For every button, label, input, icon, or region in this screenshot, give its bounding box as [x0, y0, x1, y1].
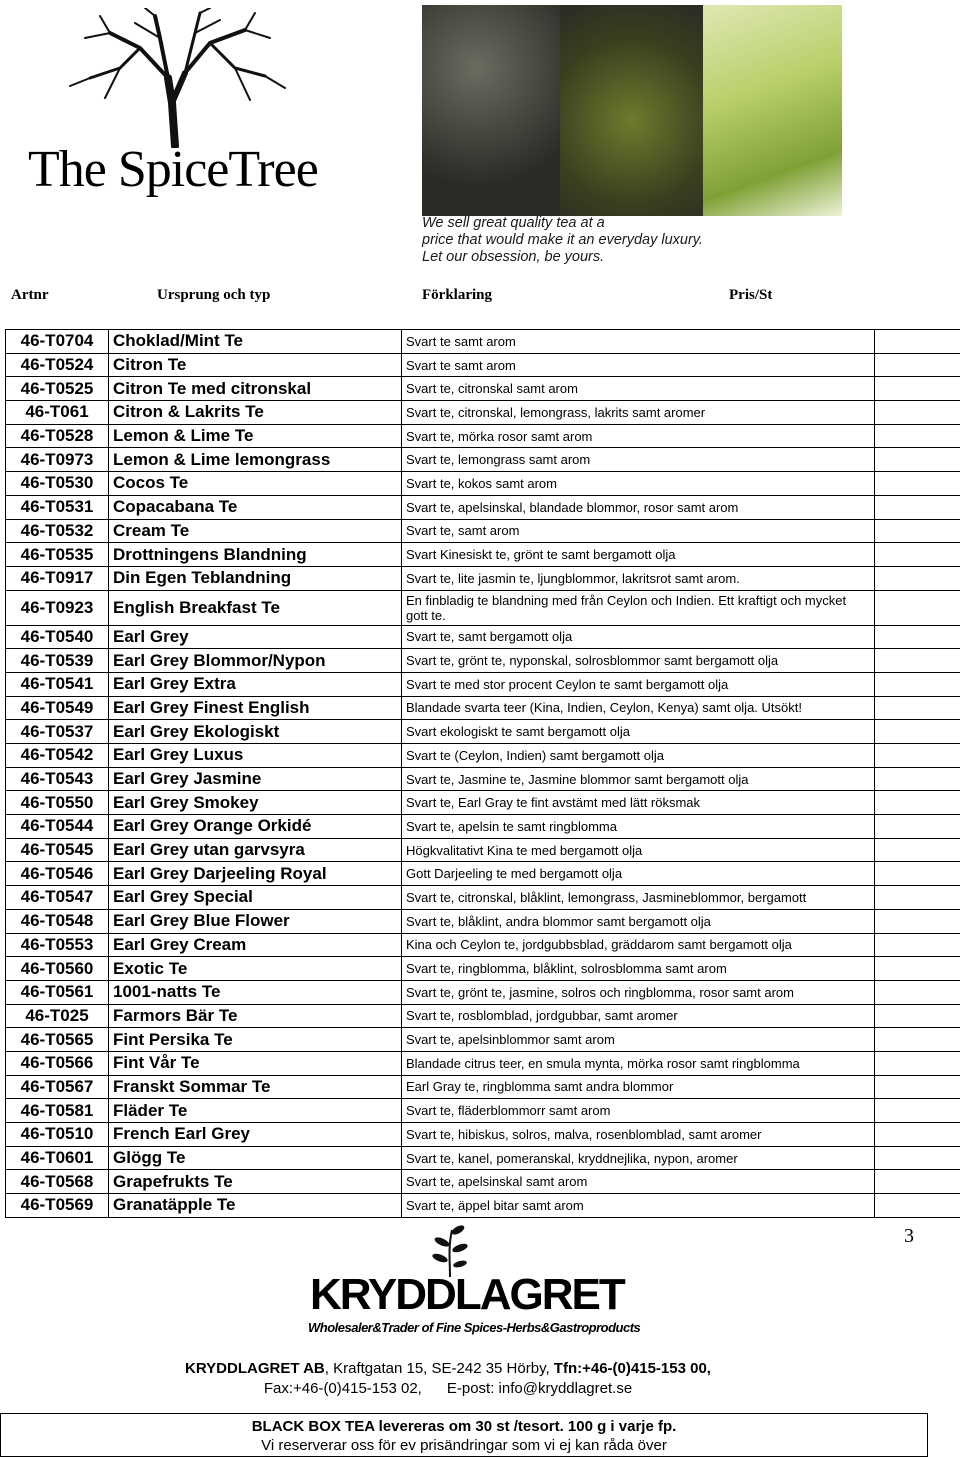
artnr-cell: 46-T0528 — [6, 424, 109, 448]
table-row — [6, 448, 960, 472]
price-cell — [875, 1004, 960, 1028]
table-row — [6, 1099, 960, 1123]
table-row — [6, 590, 960, 625]
table-row — [6, 980, 960, 1004]
artnr-cell: 46-T0566 — [6, 1051, 109, 1075]
product-name-cell: Din Egen Teblandning — [109, 566, 402, 590]
artnr-cell: 46-T0532 — [6, 519, 109, 543]
description-cell: Blandade svarta teer (Kina, Indien, Ceylon, Kenya) samt olja. Utsökt! — [402, 696, 875, 720]
table-row — [6, 495, 960, 519]
table-row — [6, 862, 960, 886]
table-row — [6, 625, 960, 649]
price-cell — [875, 1170, 960, 1194]
description-cell: Svart te, samt arom — [402, 519, 875, 543]
description-cell: Svart te, samt bergamott olja — [402, 625, 875, 649]
product-name-cell: English Breakfast Te — [109, 590, 402, 625]
price-cell — [875, 909, 960, 933]
kryddlagret-wordmark: KRYDDLAGRET — [310, 1270, 624, 1319]
company-name: KRYDDLAGRET AB — [185, 1360, 325, 1377]
company-address: , Kraftgatan 15, SE-242 35 Hörby, — [324, 1360, 554, 1377]
description-cell: Svart te, Earl Gray te fint avstämt med lätt röksmak — [402, 791, 875, 815]
product-name-cell: Earl Grey Orange Orkidé — [109, 815, 402, 839]
table-row — [6, 543, 960, 567]
header-artnr: Artnr — [11, 287, 49, 303]
artnr-cell: 46-T0543 — [6, 767, 109, 791]
product-name-cell: Earl Grey Cream — [109, 933, 402, 957]
table-row — [6, 649, 960, 673]
table-row — [6, 424, 960, 448]
artnr-cell: 46-T0567 — [6, 1075, 109, 1099]
product-name-cell: Earl Grey Blommor/Nypon — [109, 649, 402, 673]
product-name-cell: Choklad/Mint Te — [109, 330, 402, 354]
table-row — [6, 1028, 960, 1052]
description-cell: En finbladig te blandning med från Ceylon och Indien. Ett kraftigt och mycket gott te. — [402, 590, 875, 625]
kryddlagret-logo — [300, 1222, 641, 1347]
product-name-cell: Earl Grey Smokey — [109, 791, 402, 815]
table-row — [6, 519, 960, 543]
price-cell — [875, 401, 960, 425]
product-name-cell: Farmors Bär Te — [109, 1004, 402, 1028]
table-row — [6, 330, 960, 354]
product-name-cell: Earl Grey utan garvsyra — [109, 838, 402, 862]
table-row — [6, 1004, 960, 1028]
artnr-cell: 46-T025 — [6, 1004, 109, 1028]
description-cell: Svart te, fläderblommorr samt arom — [402, 1099, 875, 1123]
table-row — [6, 1170, 960, 1194]
artnr-cell: 46-T0541 — [6, 672, 109, 696]
green-tea-cup-photo — [703, 5, 842, 216]
product-name-cell: Earl Grey Darjeeling Royal — [109, 862, 402, 886]
table-row — [6, 377, 960, 401]
tagline — [422, 215, 703, 266]
notice-line-1: BLACK BOX TEA levereras om 30 st /tesort. 100 g i varje fp. — [251, 1418, 677, 1435]
description-cell: Svart te, citronskal, lemongrass, lakrits samt aromer — [402, 401, 875, 425]
table-row — [6, 696, 960, 720]
artnr-cell: 46-T0581 — [6, 1099, 109, 1123]
table-row — [6, 472, 960, 496]
price-cell — [875, 424, 960, 448]
table-row — [6, 1051, 960, 1075]
tree-icon — [60, 8, 290, 148]
tagline-line: We sell great quality tea at a — [422, 215, 605, 231]
description-cell: Svart te, mörka rosor samt arom — [402, 424, 875, 448]
table-row — [6, 1075, 960, 1099]
table-row — [6, 1194, 960, 1218]
product-name-cell: Cocos Te — [109, 472, 402, 496]
table-row — [6, 672, 960, 696]
table-row — [6, 886, 960, 910]
artnr-cell: 46-T0704 — [6, 330, 109, 354]
artnr-cell: 46-T0973 — [6, 448, 109, 472]
contact-line-1 — [0, 1360, 896, 1377]
price-cell — [875, 791, 960, 815]
table-row — [6, 566, 960, 590]
product-name-cell: Earl Grey Extra — [109, 672, 402, 696]
description-cell: Svart te, äppel bitar samt arom — [402, 1194, 875, 1218]
price-cell — [875, 519, 960, 543]
price-cell — [875, 543, 960, 567]
price-cell — [875, 1146, 960, 1170]
description-cell: Svart te, citronskal, blåklint, lemongrass, Jasmineblommor, bergamott — [402, 886, 875, 910]
contact-line-2: Fax:+46-(0)415-153 02, E-post: info@kryddlagret.se — [263, 1380, 633, 1397]
description-cell: Svart te, blåklint, andra blommor samt bergamott olja — [402, 909, 875, 933]
artnr-cell: 46-T0546 — [6, 862, 109, 886]
description-cell: Svart te, rosblomblad, jordgubbar, samt aromer — [402, 1004, 875, 1028]
price-cell — [875, 838, 960, 862]
product-name-cell: Citron Te med citronskal — [109, 377, 402, 401]
artnr-cell: 46-T061 — [6, 401, 109, 425]
table-row — [6, 767, 960, 791]
tagline-line: price that would make it an everyday luxury. — [422, 232, 704, 248]
price-cell — [875, 1051, 960, 1075]
price-cell — [875, 696, 960, 720]
price-cell — [875, 625, 960, 649]
product-name-cell: Fint Vår Te — [109, 1051, 402, 1075]
table-row — [6, 1123, 960, 1147]
description-cell: Svart te, lemongrass samt arom — [402, 448, 875, 472]
product-name-cell: Fint Persika Te — [109, 1028, 402, 1052]
logo-text: The SpiceTree — [28, 141, 318, 198]
product-name-cell: Earl Grey Special — [109, 886, 402, 910]
price-cell — [875, 980, 960, 1004]
artnr-cell: 46-T0524 — [6, 353, 109, 377]
artnr-cell: 46-T0548 — [6, 909, 109, 933]
tea-tins-photo — [422, 5, 560, 216]
description-cell: Svart te, Jasmine te, Jasmine blommor samt bergamott olja — [402, 767, 875, 791]
product-table — [5, 329, 960, 1218]
product-name-cell: Lemon & Lime lemongrass — [109, 448, 402, 472]
table-row — [6, 401, 960, 425]
product-name-cell: Earl Grey Blue Flower — [109, 909, 402, 933]
product-name-cell: Cream Te — [109, 519, 402, 543]
artnr-cell: 46-T0540 — [6, 625, 109, 649]
description-cell: Svart te, apelsinskal samt arom — [402, 1170, 875, 1194]
product-name-cell: French Earl Grey — [109, 1123, 402, 1147]
artnr-cell: 46-T0553 — [6, 933, 109, 957]
header-origin: Ursprung och typ — [157, 287, 271, 303]
artnr-cell: 46-T0569 — [6, 1194, 109, 1218]
artnr-cell: 46-T0535 — [6, 543, 109, 567]
description-cell: Earl Gray te, ringblomma samt andra blommor — [402, 1075, 875, 1099]
artnr-cell: 46-T0561 — [6, 980, 109, 1004]
product-name-cell: Drottningens Blandning — [109, 543, 402, 567]
price-cell — [875, 377, 960, 401]
description-cell: Svart te samt arom — [402, 330, 875, 354]
product-name-cell: Citron Te — [109, 353, 402, 377]
notice-box — [0, 1413, 928, 1457]
tea-leaves-spoon-photo — [560, 5, 703, 216]
table-row — [6, 933, 960, 957]
artnr-cell: 46-T0547 — [6, 886, 109, 910]
table-row — [6, 720, 960, 744]
description-cell: Gott Darjeeling te med bergamott olja — [402, 862, 875, 886]
artnr-cell: 46-T0510 — [6, 1123, 109, 1147]
artnr-cell: 46-T0537 — [6, 720, 109, 744]
tea-photos — [422, 5, 842, 216]
price-cell — [875, 933, 960, 957]
description-cell: Svart te, lite jasmin te, ljungblommor, lakritsrot samt arom. — [402, 566, 875, 590]
description-cell: Blandade citrus teer, en smula mynta, mörka rosor samt ringblomma — [402, 1051, 875, 1075]
artnr-cell: 46-T0530 — [6, 472, 109, 496]
description-cell: Svart te, grönt te, nyponskal, solrosblommor samt bergamott olja — [402, 649, 875, 673]
table-row — [6, 909, 960, 933]
spicetree-logo — [20, 8, 345, 198]
artnr-cell: 46-T0549 — [6, 696, 109, 720]
artnr-cell: 46-T0917 — [6, 566, 109, 590]
description-cell: Svart te (Ceylon, Indien) samt bergamott olja — [402, 744, 875, 768]
tagline-line: Let our obsession, be yours. — [422, 249, 605, 265]
artnr-cell: 46-T0525 — [6, 377, 109, 401]
description-cell: Svart Kinesiskt te, grönt te samt bergamott olja — [402, 543, 875, 567]
description-cell: Högkvalitativt Kina te med bergamott olja — [402, 838, 875, 862]
product-name-cell: Earl Grey Jasmine — [109, 767, 402, 791]
price-cell — [875, 1099, 960, 1123]
product-name-cell: Earl Grey Ekologiskt — [109, 720, 402, 744]
price-cell — [875, 1028, 960, 1052]
description-cell: Svart te, apelsinblommor samt arom — [402, 1028, 875, 1052]
notice-line-2: Vi reserverar oss för ev prisändringar som vi ej kan råda över — [261, 1437, 667, 1454]
table-row — [6, 957, 960, 981]
description-cell: Svart te, hibiskus, solros, malva, rosenblomblad, samt aromer — [402, 1123, 875, 1147]
product-name-cell: Grapefrukts Te — [109, 1170, 402, 1194]
product-name-cell: Fläder Te — [109, 1099, 402, 1123]
company-phone: Tfn:+46-(0)415-153 00, — [553, 1360, 711, 1377]
product-name-cell: Earl Grey — [109, 625, 402, 649]
price-cell — [875, 330, 960, 354]
price-cell — [875, 815, 960, 839]
description-cell: Svart te, apelsin te samt ringblomma — [402, 815, 875, 839]
price-cell — [875, 886, 960, 910]
artnr-cell: 46-T0923 — [6, 590, 109, 625]
product-name-cell: Lemon & Lime Te — [109, 424, 402, 448]
artnr-cell: 46-T0539 — [6, 649, 109, 673]
artnr-cell: 46-T0544 — [6, 815, 109, 839]
product-name-cell: Exotic Te — [109, 957, 402, 981]
table-row — [6, 744, 960, 768]
table-row — [6, 1146, 960, 1170]
price-cell — [875, 495, 960, 519]
price-cell — [875, 767, 960, 791]
artnr-cell: 46-T0568 — [6, 1170, 109, 1194]
price-cell — [875, 862, 960, 886]
price-cell — [875, 1194, 960, 1218]
artnr-cell: 46-T0565 — [6, 1028, 109, 1052]
header-price: Pris/St — [729, 287, 773, 303]
description-cell: Svart te, citronskal samt arom — [402, 377, 875, 401]
table-row — [6, 791, 960, 815]
product-name-cell: Granatäpple Te — [109, 1194, 402, 1218]
artnr-cell: 46-T0545 — [6, 838, 109, 862]
plant-icon — [420, 1222, 480, 1277]
price-cell — [875, 744, 960, 768]
description-cell: Svart te, apelsinskal, blandade blommor, rosor samt arom — [402, 495, 875, 519]
artnr-cell: 46-T0601 — [6, 1146, 109, 1170]
table-row — [6, 353, 960, 377]
price-cell — [875, 448, 960, 472]
table-row — [6, 815, 960, 839]
page-number: 3 — [904, 1225, 914, 1247]
header-description: Förklaring — [422, 287, 492, 303]
description-cell: Svart te med stor procent Ceylon te samt bergamott olja — [402, 672, 875, 696]
description-cell: Svart te, kokos samt arom — [402, 472, 875, 496]
product-name-cell: Copacabana Te — [109, 495, 402, 519]
product-name-cell: Glögg Te — [109, 1146, 402, 1170]
price-cell — [875, 720, 960, 744]
artnr-cell: 46-T0550 — [6, 791, 109, 815]
price-cell — [875, 590, 960, 625]
product-name-cell: Earl Grey Luxus — [109, 744, 402, 768]
description-cell: Svart te samt arom — [402, 353, 875, 377]
price-cell — [875, 649, 960, 673]
price-cell — [875, 472, 960, 496]
product-name-cell: Citron & Lakrits Te — [109, 401, 402, 425]
price-cell — [875, 1123, 960, 1147]
artnr-cell: 46-T0560 — [6, 957, 109, 981]
description-cell: Svart te, kanel, pomeranskal, kryddnejlika, nypon, aromer — [402, 1146, 875, 1170]
table-row — [6, 838, 960, 862]
price-cell — [875, 1075, 960, 1099]
artnr-cell: 46-T0542 — [6, 744, 109, 768]
description-cell: Svart te, ringblomma, blåklint, solrosblomma samt arom — [402, 957, 875, 981]
artnr-cell: 46-T0531 — [6, 495, 109, 519]
product-name-cell: Franskt Sommar Te — [109, 1075, 402, 1099]
product-name-cell: 1001-natts Te — [109, 980, 402, 1004]
price-cell — [875, 672, 960, 696]
price-cell — [875, 566, 960, 590]
price-cell — [875, 353, 960, 377]
kryddlagret-tagline: Wholesaler&Trader of Fine Spices-Herbs&Gastroproducts — [308, 1320, 641, 1335]
product-name-cell: Earl Grey Finest English — [109, 696, 402, 720]
description-cell: Svart ekologiskt te samt bergamott olja — [402, 720, 875, 744]
description-cell: Svart te, grönt te, jasmine, solros och ringblomma, rosor samt arom — [402, 980, 875, 1004]
description-cell: Kina och Ceylon te, jordgubbsblad, gräddarom samt bergamott olja — [402, 933, 875, 957]
price-cell — [875, 957, 960, 981]
